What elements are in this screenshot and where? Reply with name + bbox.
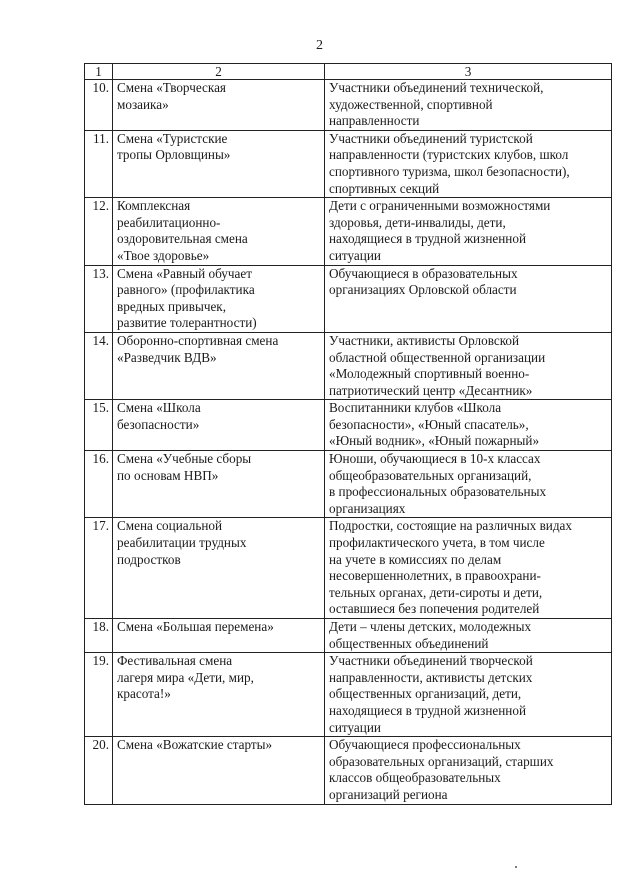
- shift-participants: Юноши, обучающиеся в 10-х классах общеобразовательных организаций, в профессиональных образовательных организациях: [325, 451, 612, 518]
- shift-participants: Подростки, состоящие на различных видах профилактического учета, в том числе на учете в комиссиях по делам несовершеннолетних, в правоохрани- тельных органах, дети-сироты и дети, оставшиеся без попечения родителей: [325, 518, 612, 619]
- shift-name: Смена «Вожатские старты»: [113, 737, 325, 804]
- shift-participants: Участники объединений творческой направленности, активисты детских общественных организаций, дети, находящиеся в трудной жизненной ситуации: [325, 653, 612, 737]
- scan-speck: [515, 866, 517, 868]
- row-number: 17.: [85, 518, 113, 619]
- table-row: [85, 653, 612, 737]
- row-number: 18.: [85, 619, 113, 653]
- shift-participants: Участники, активисты Орловской областной общественной организации «Молодежный спортивный военно- патриотический центр «Десантник»: [325, 332, 612, 399]
- table-row: [85, 451, 612, 518]
- table-row: [85, 737, 612, 804]
- shift-name: Смена «Школа безопасности»: [113, 400, 325, 451]
- row-number: 13.: [85, 265, 113, 332]
- shift-name: Смена «Творческая мозаика»: [113, 80, 325, 131]
- table-row: [85, 400, 612, 451]
- page-number: 2: [316, 38, 323, 53]
- row-number: 14.: [85, 332, 113, 399]
- table-row: [85, 265, 612, 332]
- row-number: 19.: [85, 653, 113, 737]
- shift-participants: Обучающиеся профессиональных образовательных организаций, старших классов общеобразовательных организаций региона: [325, 737, 612, 804]
- table-row: [85, 198, 612, 265]
- shift-name: Смена социальной реабилитации трудных подростков: [113, 518, 325, 619]
- shifts-table: [84, 63, 612, 805]
- column-participants-header: 3: [325, 64, 612, 80]
- table-row: [85, 80, 612, 131]
- shift-participants: Обучающиеся в образовательных организациях Орловской области: [325, 265, 612, 332]
- shift-participants: Участники объединений технической, художественной, спортивной направленности: [325, 80, 612, 131]
- shift-name: Комплексная реабилитационно- оздоровительная смена «Твое здоровье»: [113, 198, 325, 265]
- shift-participants: Дети с ограниченными возможностями здоровья, дети-инвалиды, дети, находящиеся в трудной жизненной ситуации: [325, 198, 612, 265]
- table-row: [85, 130, 612, 197]
- shift-name: Смена «Равный обучает равного» (профилактика вредных привычек, развитие толерантности): [113, 265, 325, 332]
- shift-name: Оборонно-спортивная смена «Разведчик ВДВ»: [113, 332, 325, 399]
- row-number: 16.: [85, 451, 113, 518]
- shift-name: Смена «Учебные сборы по основам НВП»: [113, 451, 325, 518]
- table-header-row: [85, 64, 612, 80]
- table-row: [85, 332, 612, 399]
- shift-participants: Дети – члены детских, молодежных общественных объединений: [325, 619, 612, 653]
- row-number: 10.: [85, 80, 113, 131]
- shift-name: Фестивальная смена лагеря мира «Дети, мир, красота!»: [113, 653, 325, 737]
- shift-name: Смена «Большая перемена»: [113, 619, 325, 653]
- row-number: 15.: [85, 400, 113, 451]
- row-number: 20.: [85, 737, 113, 804]
- shift-participants: Воспитанники клубов «Школа безопасности», «Юный спасатель», «Юный водник», «Юный пожарный»: [325, 400, 612, 451]
- shift-name: Смена «Туристские тропы Орловщины»: [113, 130, 325, 197]
- column-number-header: 1: [85, 64, 113, 80]
- row-number: 12.: [85, 198, 113, 265]
- shift-participants: Участники объединений туристской направленности (туристских клубов, школ спортивного туризма, школ безопасности), спортивных секций: [325, 130, 612, 197]
- table-row: [85, 619, 612, 653]
- row-number: 11.: [85, 130, 113, 197]
- table-row: [85, 518, 612, 619]
- column-name-header: 2: [113, 64, 325, 80]
